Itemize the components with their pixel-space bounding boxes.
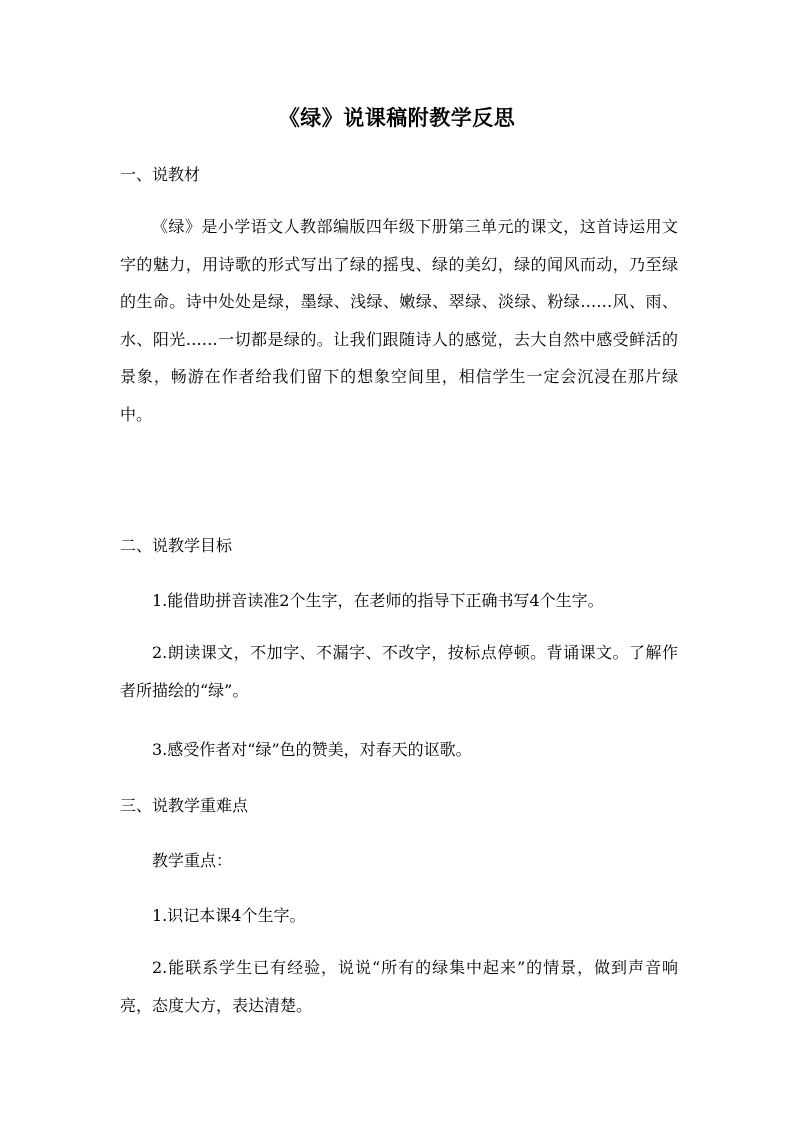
key-point-item-2: 2.能联系学生已有经验，说说“所有的绿集中起来”的情景，做到声音响亮，态度大方，表达清楚。 — [120, 958, 678, 1015]
objective-item-3: 3.感受作者对“绿”色的赞美，对春天的讴歌。 — [152, 740, 472, 759]
key-point-item-1: 1.识记本课4个生字。 — [152, 906, 306, 925]
key-points-subheading: 教学重点： — [152, 851, 233, 870]
objective-item-2: 2.朗读课文，不加字、不漏字、不改字，按标点停顿。背诵课文。了解作者所描绘的“绿”。 — [120, 643, 678, 700]
section-heading-textbook: 一、说教材 — [120, 165, 201, 184]
document-title: 《绿》说课稿附教学反思 — [278, 105, 516, 130]
objective-item-1: 1.能借助拼音读准2个生字，在老师的指导下正确书写4个生字。 — [152, 591, 604, 610]
section-paragraph-textbook: 《绿》是小学语文人教部编版四年级下册第三单元的课文，这首诗运用文字的魅力，用诗歌的形式写出了绿的摇曳、绿的美幻，绿的闻风而动，乃至绿的生命。诗中处处是绿，墨绿、浅绿、嫩绿、翠绿、淡绿、粉绿……风、雨、水、阳光……一切都是绿的。让我们跟随诗人的感觉，去大自然中感受鲜活的景象，畅游在作者给我们留下的想象空间里，相信学生一定会沉浸在那片绿中。 — [120, 217, 678, 424]
section-heading-objectives: 二、说教学目标 — [120, 536, 233, 555]
section-heading-key-points: 三、说教学重难点 — [120, 796, 249, 815]
